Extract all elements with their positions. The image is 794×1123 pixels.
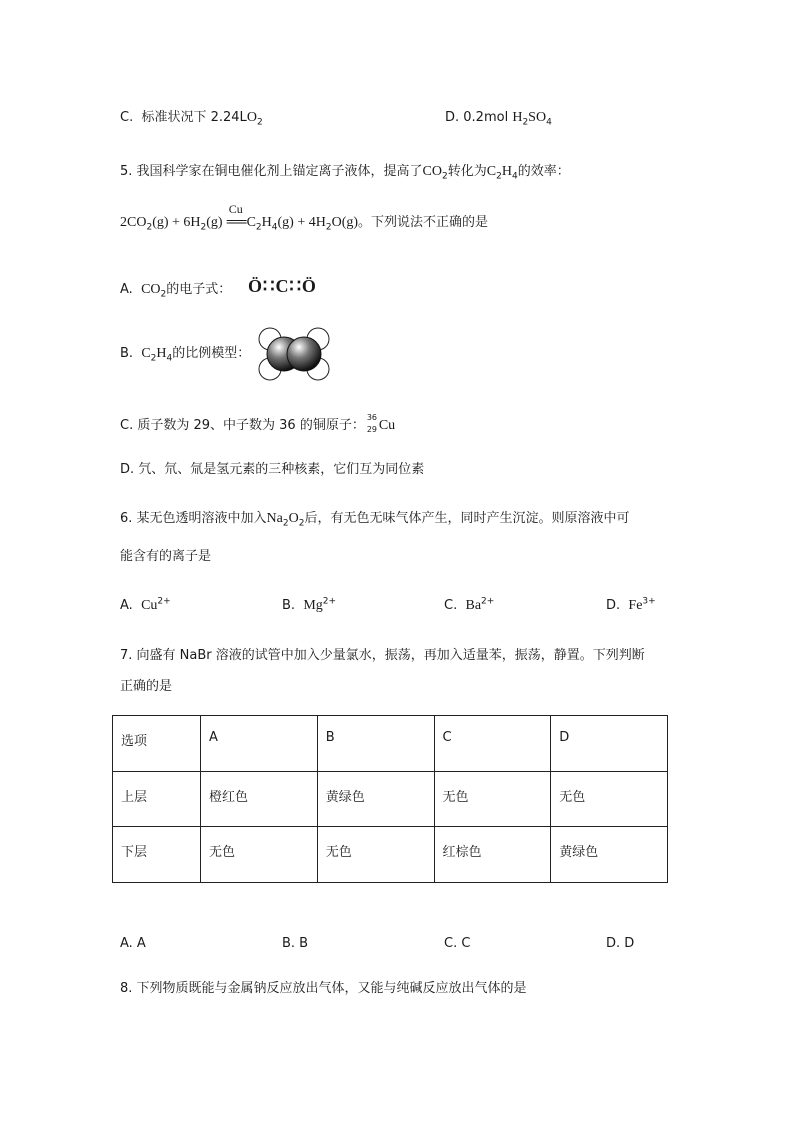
- isotope-notation: 36 29: [366, 413, 378, 434]
- q5-option-a: A. $CO_2$的电子式：: [120, 282, 232, 300]
- ethylene-space-filling-model: [258, 325, 330, 383]
- q5-option-d: D. 氕、氘、氚是氢元素的三种核素，它们互为同位素: [120, 462, 425, 477]
- equation-condition: Cu ══: [226, 202, 247, 230]
- table-cell: 选项: [113, 716, 201, 772]
- q8-stem: 8. 下列物质既能与金属钠反应放出气体，又能与纯碱反应放出气体的是: [120, 981, 527, 996]
- table-row: [113, 827, 668, 883]
- q6-option-a: A. $Cu^{2+}$: [120, 596, 171, 613]
- table-row: [113, 716, 668, 772]
- q6-option-d: D. $Fe^{3+}$: [606, 596, 656, 613]
- table-cell: B: [317, 716, 434, 772]
- table-cell: 无色: [201, 827, 318, 883]
- table-cell: 黄绿色: [317, 771, 434, 827]
- table-cell: 无色: [317, 827, 434, 883]
- q7-stem-line1: 7. 向盛有 NaBr 溶液的试管中加入少量氯水，振荡，再加入适量苯，振荡，静置。下列判断: [120, 648, 645, 663]
- q7-option-c: C. C: [444, 936, 471, 951]
- table-cell: D: [551, 716, 668, 772]
- q7-stem-line2: 正确的是: [120, 679, 173, 694]
- q5-stem: 5. 我国科学家在铜电催化剂上锚定离子液体，提高了$CO_2$转化为$C_2H_4$的效率：: [120, 164, 570, 182]
- q5-equation: $2CO_2(g) + 6H_2(g)$ Cu $══C_2H_4(g) + 4H_2O(g)$。下列说法不正确的是: [120, 202, 489, 233]
- q4-option-d: D. 0.2mol $H_2SO_4$: [445, 110, 552, 128]
- table-cell: 橙红色: [201, 771, 318, 827]
- table-cell: A: [201, 716, 318, 772]
- q6-option-c: C. $Ba^{2+}$: [444, 596, 495, 613]
- table-cell: C: [434, 716, 551, 772]
- q7-option-d: D. D: [606, 936, 635, 951]
- q6-stem-line2: 能含有的离子是: [120, 549, 212, 564]
- q4-option-c: C. 标准状况下 $2.24LO_2$: [120, 110, 263, 128]
- table-cell: 下层: [113, 827, 201, 883]
- co2-lewis-structure: Ö∷C∷Ö: [248, 276, 317, 296]
- q5-option-b: B. $C_2H_4$的比例模型：: [120, 346, 251, 364]
- q6-stem-line1: 6. 某无色透明溶液中加入$Na_2O_2$后，有无色无味气体产生，同时产生沉淀。则原溶液中可: [120, 511, 630, 529]
- table-cell: 无色: [434, 771, 551, 827]
- q7-answer-table: [112, 715, 668, 883]
- q6-option-b: B. $Mg^{2+}$: [282, 596, 337, 613]
- q5-option-c: C. 质子数为 29、中子数为 36 的铜原子： 36 29 Cu: [120, 413, 396, 434]
- table-cell: 黄绿色: [551, 827, 668, 883]
- table-cell: 无色: [551, 771, 668, 827]
- table-cell: 红棕色: [434, 827, 551, 883]
- q7-option-a: A. A: [120, 936, 146, 951]
- table-row: [113, 771, 668, 827]
- table-cell: 上层: [113, 771, 201, 827]
- q7-option-b: B. B: [282, 936, 309, 951]
